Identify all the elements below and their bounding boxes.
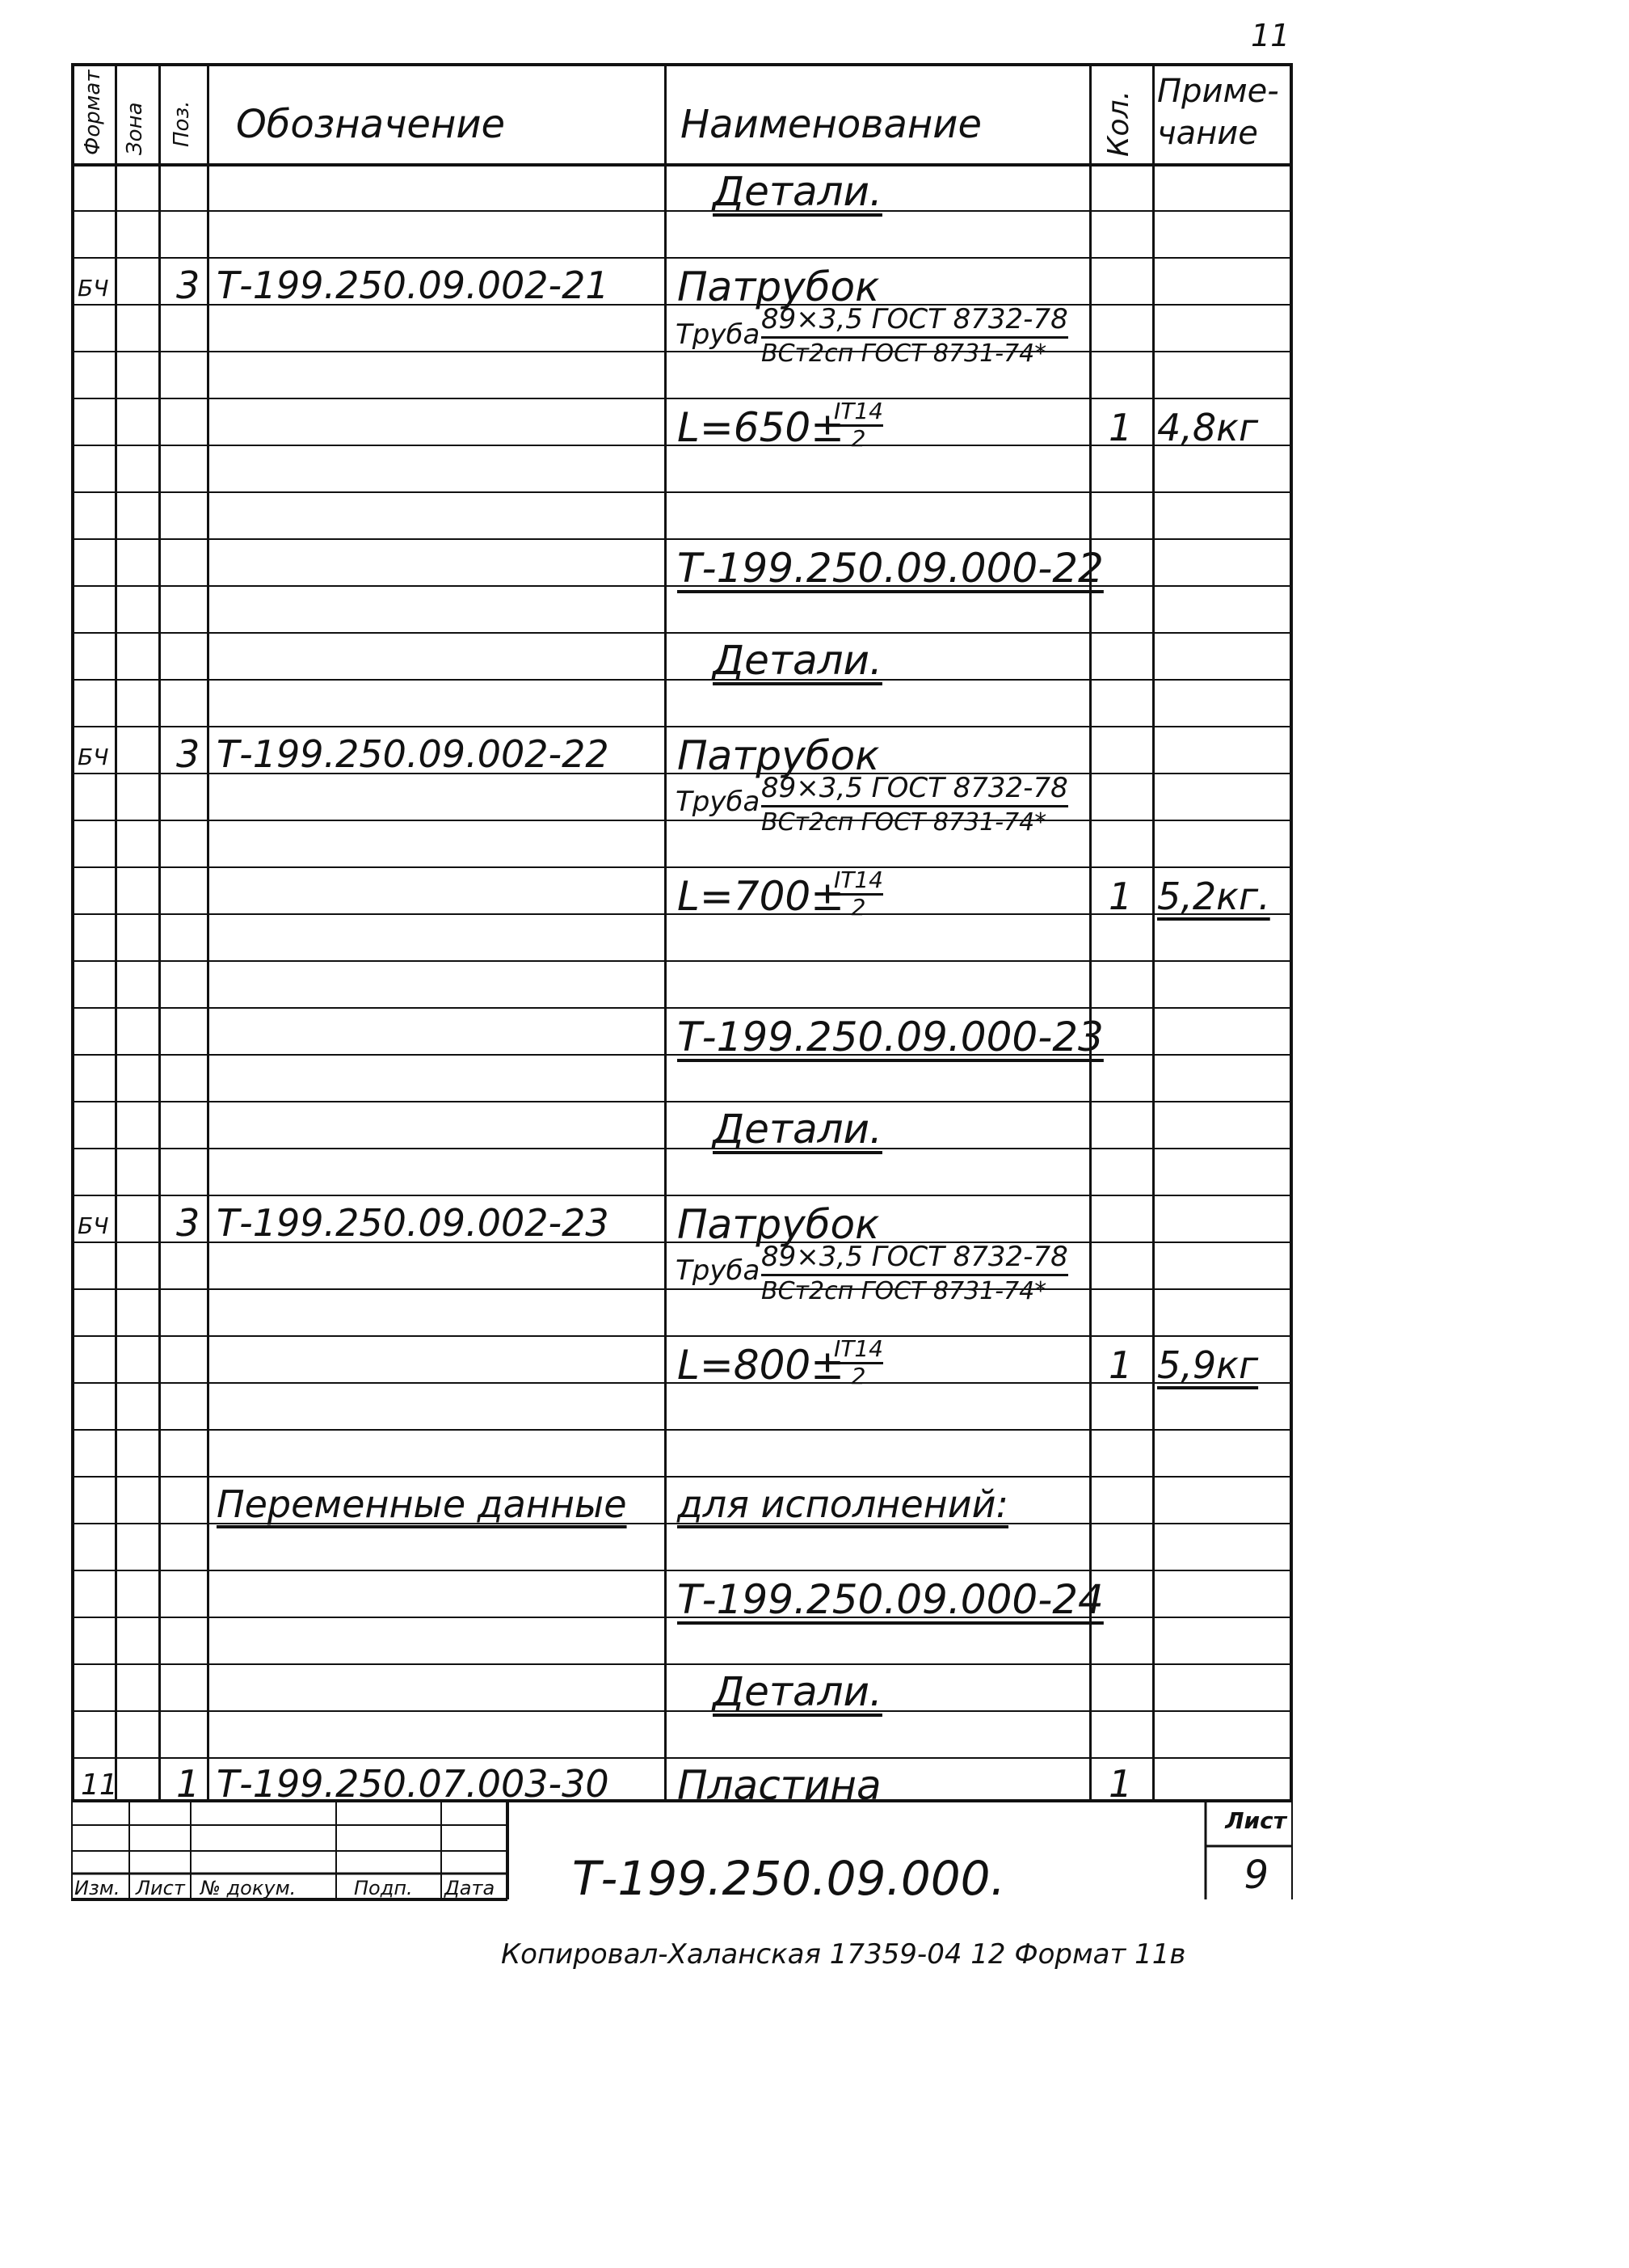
row-line: [74, 1335, 1290, 1337]
row-note: 5,2кг.: [1157, 875, 1270, 918]
row-line: [74, 960, 1290, 962]
header-note-1: Приме-: [1157, 73, 1279, 110]
section-details: Детали.: [713, 1106, 882, 1153]
material-grade: ВСт2сп ГОСТ 8731-74*: [761, 807, 1047, 837]
row-qty: 1: [1109, 875, 1133, 918]
length-divisor: 2: [851, 1363, 866, 1390]
row-line: [74, 1148, 1290, 1149]
sheet-number: 9: [1244, 1853, 1269, 1898]
row-line: [74, 491, 1290, 493]
row-line: [74, 632, 1290, 634]
col-divider: [664, 66, 667, 1799]
length-tolerance: IT14: [834, 868, 883, 896]
length-fraction: [834, 1337, 883, 1389]
sheet-label: Лист: [1225, 1807, 1286, 1834]
row-line: [74, 538, 1290, 540]
row-designation: Т-199.250.09.002-23: [217, 1201, 609, 1245]
material-spec: 89×3,5 ГОСТ 8732-78: [761, 306, 1068, 339]
row-designation: Т-199.250.09.002-22: [217, 732, 609, 776]
material-fraction: [761, 1243, 1068, 1305]
row-line: [74, 820, 1290, 821]
col-divider: [207, 66, 209, 1799]
row-designation: Т-199.250.09.002-21: [217, 263, 609, 307]
length-tolerance: IT14: [834, 399, 883, 427]
row-name: Патрубок: [677, 732, 880, 779]
row-qty: 1: [1109, 1343, 1133, 1387]
row-qty: 1: [1109, 406, 1133, 449]
row-line: [74, 1757, 1290, 1759]
material-spec: 89×3,5 ГОСТ 8732-78: [761, 774, 1068, 807]
variant-code: Т-199.250.09.000-22: [677, 545, 1104, 592]
row-name: Патрубок: [677, 1201, 880, 1248]
row-pos: 3: [176, 263, 200, 307]
variant-code: Т-199.250.09.000-24: [677, 1576, 1104, 1623]
header-qty: Кол.: [1102, 90, 1135, 157]
row-line: [74, 1663, 1290, 1665]
row-line: [74, 1570, 1290, 1571]
header-pos: Поз.: [170, 100, 194, 147]
header-note-2: чание: [1157, 115, 1258, 152]
row-line: [74, 866, 1290, 868]
section-details: Детали.: [713, 637, 882, 684]
row-line: [74, 1476, 1290, 1478]
row-format: 11: [81, 1768, 118, 1802]
header-zone: Зона: [123, 102, 147, 155]
tb-col-izm: Изм.: [74, 1877, 120, 1899]
material-label: Труба: [676, 1254, 760, 1287]
material-fraction: [761, 303, 1068, 368]
row-name: Пластина: [677, 1762, 882, 1809]
length-label: L=800±: [677, 1342, 845, 1389]
spec-table: [71, 63, 1293, 1809]
row-line: [74, 351, 1290, 352]
row-line: [74, 679, 1290, 681]
length-label: L=650±: [677, 404, 845, 451]
material-spec: 89×3,5 ГОСТ 8732-78: [761, 1243, 1068, 1276]
row-format: БЧ: [78, 275, 109, 301]
tb-col-date: Дата: [444, 1877, 495, 1899]
col-divider: [115, 66, 117, 1799]
length-fraction: [834, 868, 883, 920]
material-label: Труба: [676, 318, 760, 351]
row-line: [74, 1288, 1290, 1290]
row-format: БЧ: [78, 1212, 109, 1239]
section-details: Детали.: [713, 168, 882, 215]
row-designation: Т-199.250.07.003-30: [217, 1762, 609, 1806]
header-format: Формат: [81, 70, 105, 155]
variable-data-label: Переменные данные: [217, 1482, 627, 1526]
length-label: L=700±: [677, 873, 845, 920]
section-details: Детали.: [713, 1668, 882, 1715]
page-number: 11: [1251, 18, 1290, 53]
row-name: Патрубок: [677, 263, 880, 310]
length-fraction: [834, 399, 883, 451]
material-label: Труба: [676, 786, 760, 818]
header-designation: Обозначение: [236, 102, 506, 147]
row-note: 5,9кг: [1157, 1343, 1259, 1387]
row-line: [74, 1101, 1290, 1102]
row-line: [74, 1710, 1290, 1712]
col-divider: [158, 66, 161, 1799]
length-divisor: 2: [851, 894, 866, 921]
material-grade: ВСт2сп ГОСТ 8731-74*: [761, 339, 1047, 368]
row-line: [74, 257, 1290, 259]
row-qty: 1: [1109, 1762, 1133, 1806]
length-divisor: 2: [851, 425, 866, 453]
row-line: [74, 1429, 1290, 1431]
row-line: [74, 1007, 1290, 1009]
row-line: [74, 398, 1290, 399]
material-grade: ВСт2сп ГОСТ 8731-74*: [761, 1276, 1047, 1305]
row-line: [74, 1195, 1290, 1196]
variable-data-suffix: для исполнений:: [677, 1482, 1009, 1526]
tb-col-list: Лист: [136, 1877, 185, 1899]
row-format: БЧ: [78, 744, 109, 770]
row-line: [74, 726, 1290, 727]
header-divider: [74, 163, 1290, 167]
row-pos: 1: [176, 1762, 200, 1806]
material-fraction: [761, 774, 1068, 836]
header-name: Наименование: [680, 102, 983, 147]
row-pos: 3: [176, 732, 200, 776]
row-pos: 3: [176, 1201, 200, 1245]
col-divider: [1152, 66, 1155, 1799]
tb-col-sign: Подп.: [354, 1877, 413, 1899]
row-note: 4,8кг: [1157, 406, 1259, 449]
footer-stamp: Копировал-Халанская 17359-04 12 Формат 11в: [501, 1938, 1186, 1971]
row-line: [74, 210, 1290, 212]
col-divider: [1089, 66, 1092, 1799]
title-block: [71, 1802, 1293, 1935]
variant-code: Т-199.250.09.000-23: [677, 1014, 1104, 1060]
length-tolerance: IT14: [834, 1337, 883, 1364]
tb-col-doc: № докум.: [200, 1877, 297, 1899]
document-code: Т-199.250.09.000.: [572, 1851, 1006, 1906]
